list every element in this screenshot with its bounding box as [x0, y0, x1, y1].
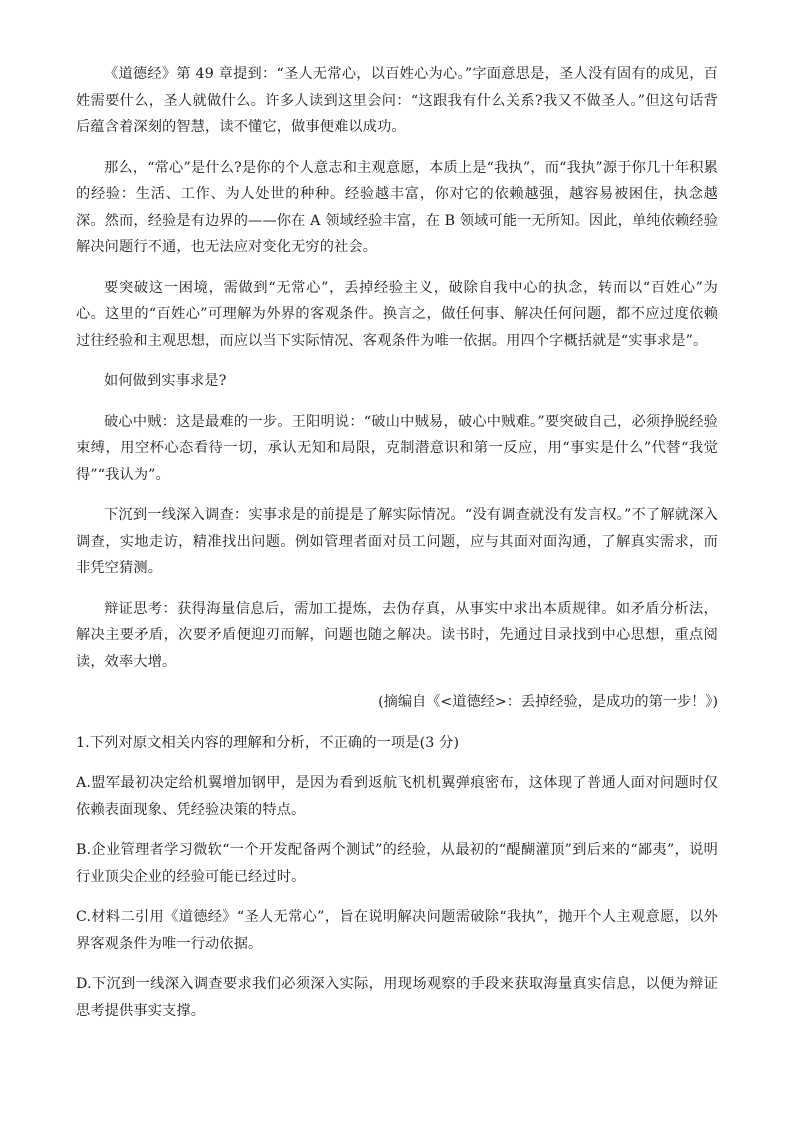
option-d: D.下沉到一线深入调查要求我们必须深入实际，用现场观察的手段来获取海量真实信息，以便为辩证思考提供事实支撑。 [76, 976, 718, 1019]
passage-paragraph-6: 下沉到一线深入调查：实事求是的前提是了解实际情况。“没有调查就没有发言权。”不了解就深入调查，实地走访，精准找出问题。例如管理者面对员工问题，应与其面对面沟通，了解真实需求，而非凭空猜测。 [76, 507, 718, 576]
option-c: C.材料二引用《道德经》“圣人无常心”，旨在说明解决问题需破除“我执”，抛开个人主观意愿，以外界客观条件为唯一行动依据。 [76, 909, 718, 952]
option-b: B.企业管理者学习微软“一个开发配备两个测试”的经验，从最初的“醍醐灌顶”到后来的“鄙夷”，说明行业顶尖企业的经验可能已经过时。 [76, 842, 718, 885]
passage-paragraph-7: 辩证思考：获得海量信息后，需加工提炼，去伪存真，从事实中求出本质规律。如矛盾分析法，解决主要矛盾，次要矛盾便迎刃而解，问题也随之解决。读书时，先通过目录找到中心思想，重点阅读，效率大增。 [76, 600, 718, 670]
passage-paragraph-3: 要突破这一困境，需做到“无常心”，丢掉经验主义，破除自我中心的执念，转而以“百姓心”为心。这里的“百姓心”可理解为外界的客观条件。换言之，做任何事、解决任何问题，都不应过度依赖过往经验和主观思想，而应以当下实际情况、客观条件为唯一依据。用四个字概括就是“实事求是”。 [76, 279, 718, 349]
source-citation: (摘编自《<道德经>：丢掉经验，是成功的第一步！》) [378, 694, 718, 710]
passage-paragraph-5: 破心中贼：这是最难的一步。王阳明说：“破山中贼易，破心中贼难。”要突破自己，必须挣脱经验束缚，用空杯心态看待一切，承认无知和局限，克制潜意识和第一反应，用“事实是什么”代替“我觉得”“我认为”。 [76, 413, 718, 483]
option-a: A.盟军最初决定给机翼增加钢甲，是因为看到返航飞机机翼弹痕密布，这体现了普通人面对问题时仅依赖表面现象、凭经验决策的特点。 [76, 775, 718, 818]
passage-paragraph-1: 《道德经》第 49 章提到：“圣人无常心，以百姓心为心。”字面意思是，圣人没有固有的成见，百姓需要什么，圣人就做什么。许多人读到这里会问：“这跟我有什么关系?我又不做圣人。”但这句话背后蕴含着深刻的智慧，读不懂它，做事便难以成功。 [76, 66, 718, 135]
question-stem: 1.下列对原文相关内容的理解和分析，不正确的一项是(3 分) [76, 734, 460, 751]
passage-paragraph-4: 如何做到实事求是? [104, 373, 227, 389]
passage-paragraph-2: 那么，“常心”是什么?是你的个人意志和主观意愿，本质上是“我执”，而“我执”源于你几十年积累的经验：生活、工作、为人处世的种种。经验越丰富，你对它的依赖越强，越容易被困住，执念越深。然而，经验是有边界的——你在 A 领域经验丰富，在 B 领域可能一无所知。因此，单纯依赖经验解决问题行不通，也无法应对变化无穷的社会。 [76, 159, 718, 255]
